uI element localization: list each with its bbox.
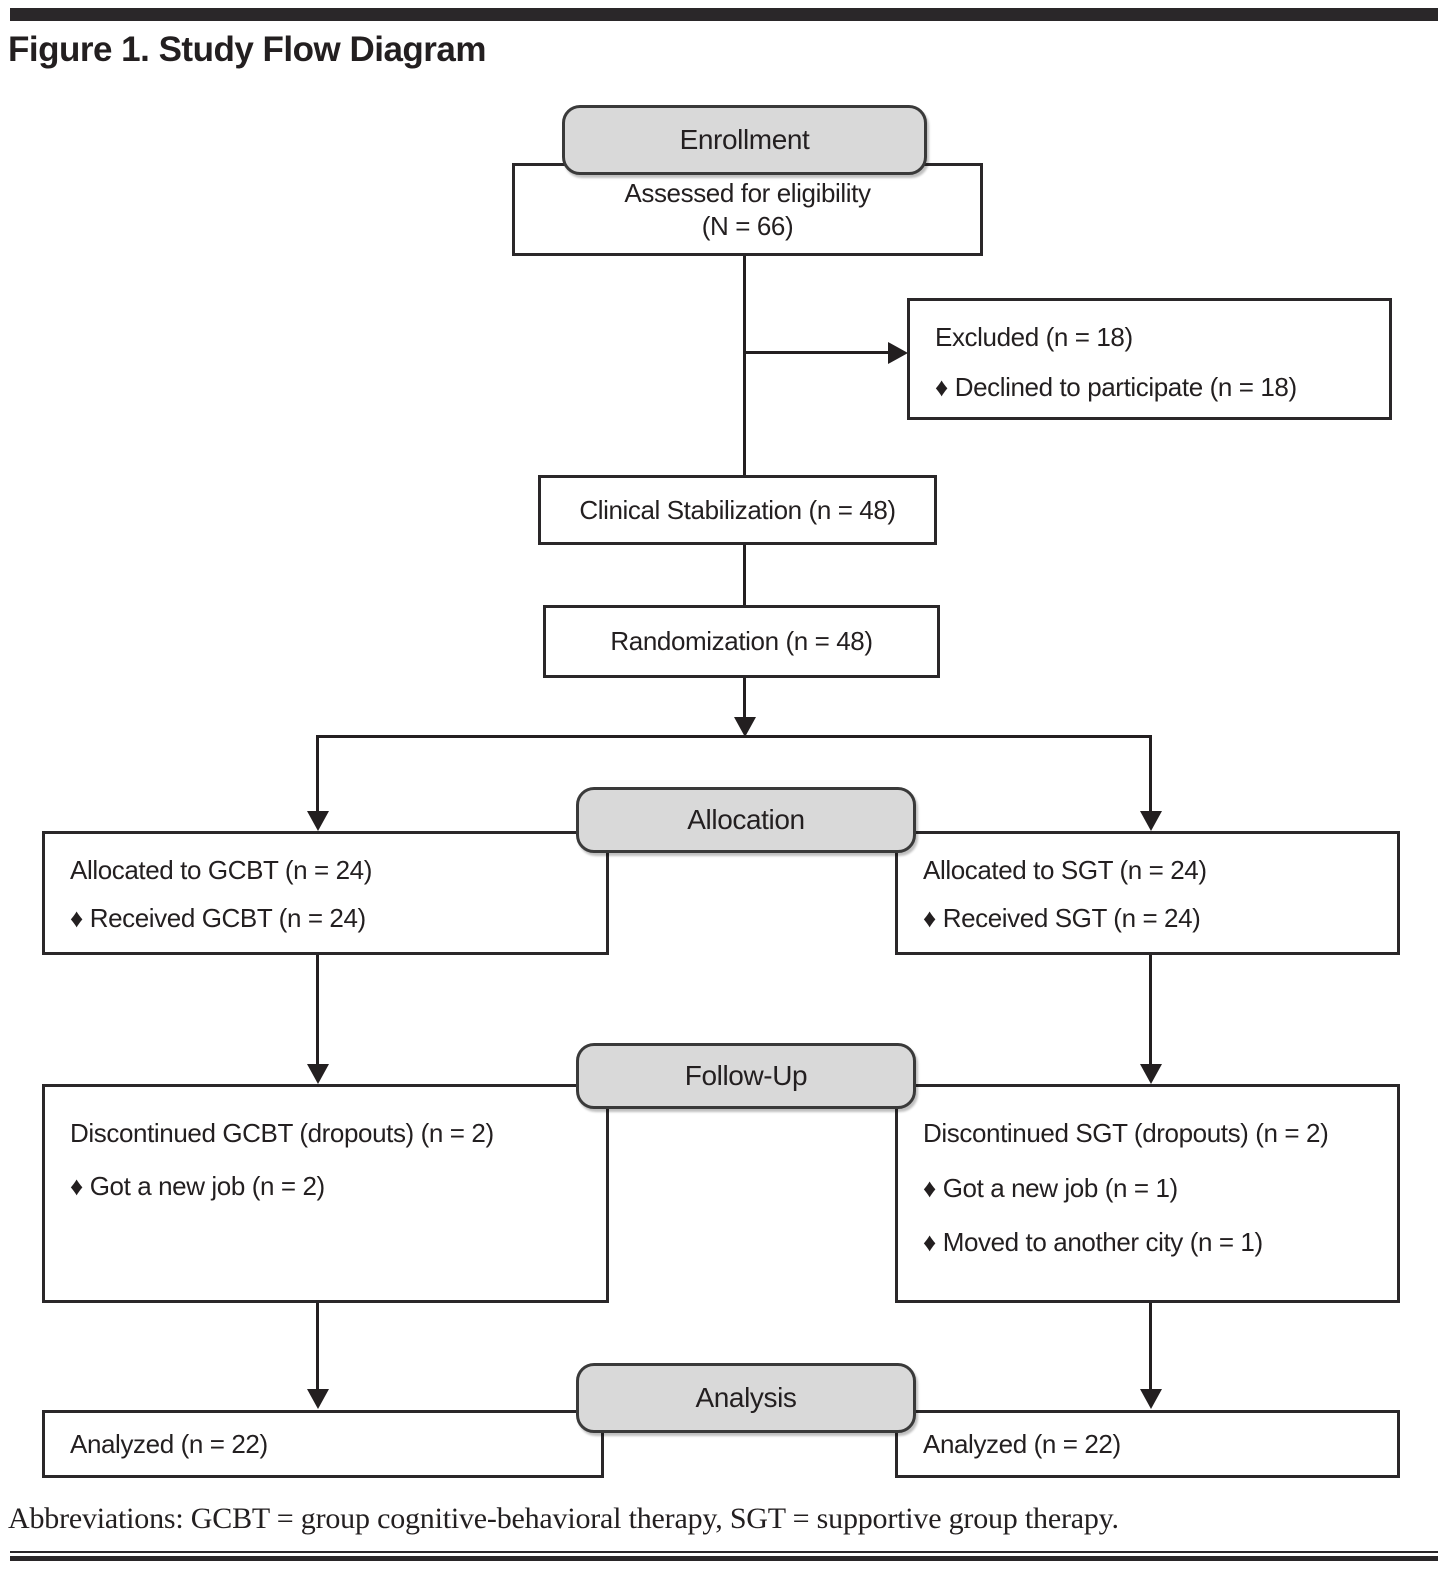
- excluded-bullet-1: ♦ Declined to participate (n = 18): [935, 371, 1297, 402]
- analyzed-sgt-text: Analyzed (n = 22): [923, 1428, 1121, 1459]
- allocated-gcbt-title: Allocated to GCBT (n = 24): [70, 855, 372, 885]
- followup-section-label: [576, 1043, 916, 1109]
- arrowhead-analysis-sgt-icon: [1140, 1389, 1162, 1409]
- discontinued-gcbt-box: [42, 1084, 609, 1303]
- excluded-title: Excluded (n = 18): [935, 322, 1133, 352]
- allocated-sgt-title: Allocated to SGT (n = 24): [923, 855, 1207, 885]
- randomization-text: Randomization (n = 48): [610, 626, 873, 657]
- discontinued-gcbt-bullet-1: ♦ Got a new job (n = 2): [70, 1170, 325, 1201]
- connector-branch-to-sgt: [1149, 736, 1152, 812]
- discontinued-sgt-box: [895, 1084, 1400, 1303]
- allocation-label-text: Allocation: [687, 804, 805, 835]
- bottom-rule-thick: [10, 1556, 1438, 1561]
- analysis-section-label: [576, 1363, 916, 1433]
- analyzed-gcbt-text: Analyzed (n = 22): [70, 1428, 268, 1459]
- allocation-section-label: [576, 787, 916, 853]
- bottom-rule-thin: [10, 1551, 1438, 1553]
- arrowhead-followup-gcbt-icon: [307, 1064, 329, 1084]
- connector-branch-to-gcbt: [316, 736, 319, 812]
- assessed-for-eligibility-box: [512, 163, 983, 256]
- excluded-box: [907, 298, 1392, 420]
- arrowhead-branch-icon: [734, 717, 756, 737]
- analysis-label-text: Analysis: [695, 1382, 797, 1413]
- connector-clinical-to-randomization: [743, 544, 746, 606]
- randomization-box: [543, 605, 940, 678]
- top-rule: [10, 8, 1438, 21]
- connector-to-excluded: [743, 351, 890, 354]
- connector-sgt-to-followup: [1149, 955, 1152, 1065]
- clinical-stabilization-text: Clinical Stabilization (n = 48): [579, 494, 896, 525]
- arrowhead-analysis-gcbt-icon: [307, 1389, 329, 1409]
- arrowhead-alloc-sgt-icon: [1140, 811, 1162, 831]
- followup-label-text: Follow-Up: [684, 1060, 808, 1091]
- arrowhead-followup-sgt-icon: [1140, 1064, 1162, 1084]
- enrollment-section-label: [562, 105, 927, 175]
- allocated-sgt-bullet-1: ♦ Received SGT (n = 24): [923, 902, 1201, 933]
- assessed-line-2: (N = 66): [701, 210, 794, 241]
- discontinued-gcbt-title: Discontinued GCBT (dropouts) (n = 2): [70, 1118, 494, 1148]
- arrowhead-excluded-icon: [888, 342, 908, 364]
- connector-gcbt-to-followup: [316, 955, 319, 1065]
- connector-assessed-to-clinical: [743, 254, 746, 476]
- connector-gcbt-to-analysis: [316, 1303, 319, 1390]
- clinical-stabilization-box: [538, 475, 937, 545]
- connector-sgt-to-analysis: [1149, 1303, 1152, 1390]
- allocated-gcbt-box: [42, 831, 609, 955]
- figure-title: Figure 1. Study Flow Diagram: [8, 30, 487, 69]
- allocated-sgt-box: [895, 831, 1400, 955]
- assessed-line-1: Assessed for eligibility: [624, 178, 871, 208]
- discontinued-sgt-bullet-1: ♦ Got a new job (n = 1): [923, 1172, 1178, 1203]
- abbreviations-note: Abbreviations: GCBT = group cognitive-behavioral therapy, SGT = supportive group therapy.: [8, 1502, 1119, 1535]
- arrowhead-alloc-gcbt-icon: [307, 811, 329, 831]
- discontinued-sgt-bullet-2: ♦ Moved to another city (n = 1): [923, 1227, 1263, 1257]
- allocated-gcbt-bullet-1: ♦ Received GCBT (n = 24): [70, 902, 366, 933]
- enrollment-label-text: Enrollment: [679, 124, 810, 155]
- discontinued-sgt-title: Discontinued SGT (dropouts) (n = 2): [923, 1118, 1329, 1148]
- analyzed-sgt-box: [895, 1410, 1400, 1478]
- connector-randomization-to-branch: [743, 677, 746, 719]
- analyzed-gcbt-box: [42, 1410, 604, 1478]
